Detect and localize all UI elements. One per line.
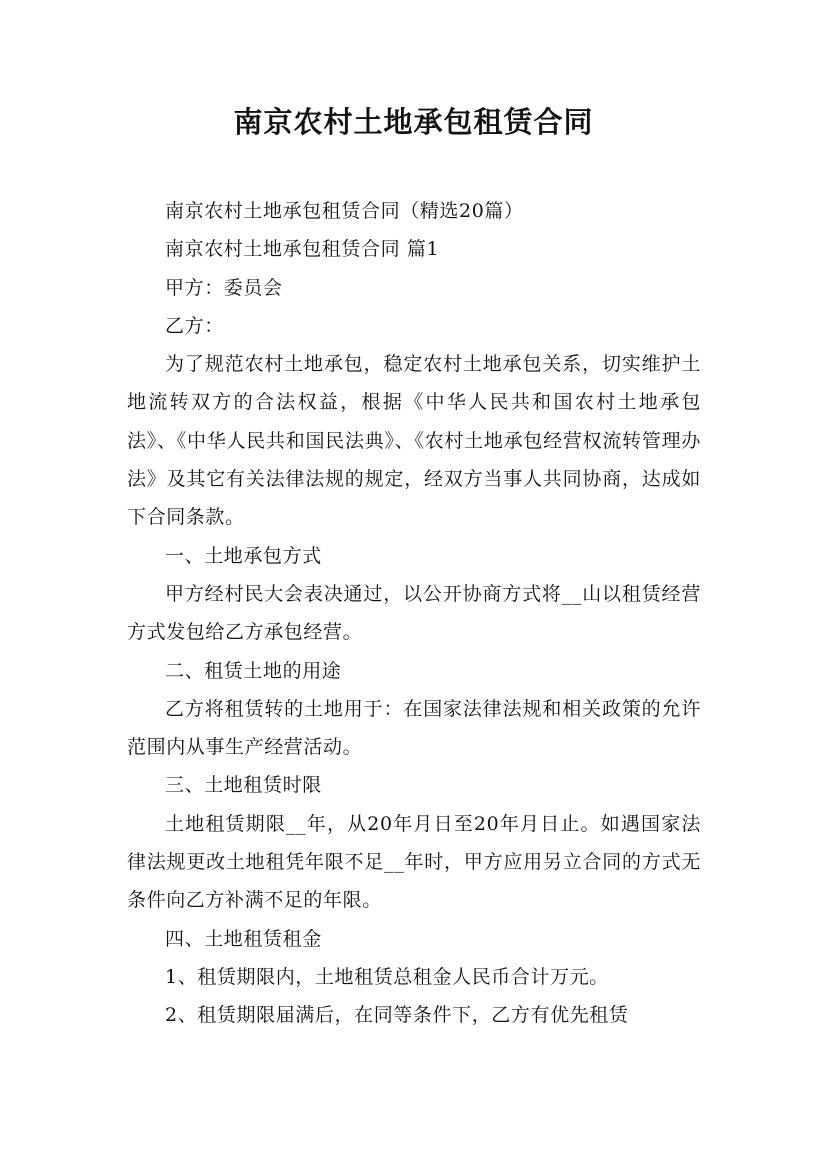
clause-text-3: 土地租赁期限__年，从20年月日至20年月日止。如遇国家法律法规更改土地租凭年限不足__年时，甲方应用另立合同的方式无条件向乙方补满不足的年限。	[127, 812, 701, 912]
clause-heading-4: 四、土地租赁租金	[165, 927, 322, 950]
clause-heading-2: 二、租赁土地的用途	[165, 659, 342, 682]
paragraph-section-heading: 南京农村土地承包租赁合同 篇1	[165, 238, 440, 261]
paragraph-party-b: 乙方：	[165, 314, 224, 337]
paragraph-preamble: 为了规范农村土地承包，稳定农村土地承包关系，切实维护土地流转双方的合法权益，根据《中华人民共和国农村土地承包法》、《中华人民共和国民法典》、《农村土地承包经营权流转管理办法》及其它有关法律法规的规定，经双方当事人共同协商，达成如下合同条款。	[127, 353, 701, 529]
paragraph-subtitle: 南京农村土地承包租赁合同（精选20篇）	[165, 200, 524, 222]
paragraph-party-a: 甲方：委员会	[165, 276, 283, 299]
clause-text-1: 甲方经村民大会表决通过，以公开协商方式将__山以租赁经营方式发包给乙方承包经营。	[127, 582, 701, 644]
clause-heading-1: 一、土地承包方式	[165, 544, 322, 567]
clause-text-4-1: 1、租赁期限内，土地租赁总租金人民币合计万元。	[165, 965, 609, 988]
clause-text-2: 乙方将租赁转的土地用于：在国家法律法规和相关政策的允许范围内从事生产经营活动。	[127, 697, 701, 759]
clause-heading-3: 三、土地租赁时限	[165, 774, 322, 797]
document-body	[127, 192, 701, 1035]
document-title: 南京农村土地承包租赁合同	[233, 105, 594, 139]
clause-text-4-2: 2、租赁期限届满后，在同等条件下，乙方有优先租赁	[165, 1004, 629, 1027]
